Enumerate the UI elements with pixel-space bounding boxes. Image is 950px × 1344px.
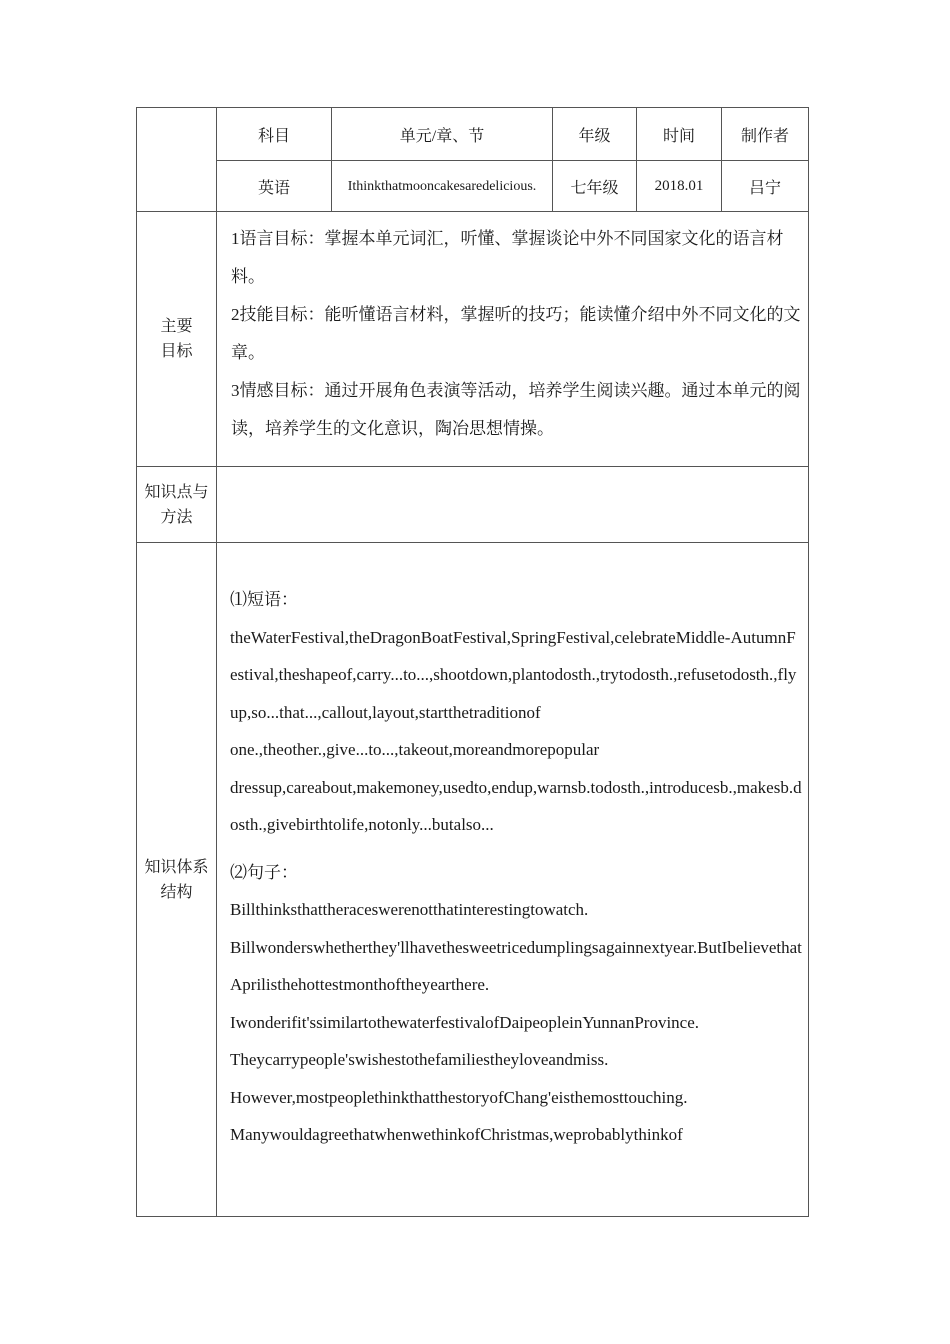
sentences-title: ⑵句子： [230, 862, 298, 882]
goals-label-line2: 目标 [160, 343, 193, 360]
goals-label [137, 212, 217, 467]
author-value: 吕宁 [722, 161, 809, 212]
phrases-line: one.,theother.,give...to...,takeout,moreandmorepopular [230, 740, 600, 759]
goal-emotion: 3情感目标：通过开展角色表演等活动，培养学生阅读兴趣。通过本单元的阅读，培养学生的文化意识，陶冶思想情操。 [231, 381, 801, 438]
unit-value: Ithinkthatmooncakesaredelicious. [332, 161, 553, 212]
phrases-line: dressup,careabout,makemoney,usedto,endup,warnsb.todosth.,introducesb.,makesb.dosth.,givebirthtolife,notonly...butalso... [230, 777, 802, 834]
goal-language: 1语言目标：掌握本单元词汇，听懂、掌握谈论中外不同国家文化的语言材料。 [231, 229, 784, 286]
lesson-plan-table [136, 107, 809, 1217]
subject-header: 科目 [217, 108, 332, 161]
header-row [137, 108, 809, 161]
subject-value: 英语 [217, 161, 332, 212]
unit-header: 单元/章、节 [332, 108, 553, 161]
goals-content [217, 212, 809, 467]
goal-skill: 2技能目标：能听懂语言材料，掌握听的技巧；能读懂介绍中外不同文化的文章。 [231, 305, 801, 362]
sentence-line: However,mostpeoplethinkthatthestoryofChang'eisthemosttouching. [230, 1087, 688, 1107]
structure-label-line2: 结构 [160, 883, 193, 901]
methods-label-line1: 知识点与 [144, 483, 209, 501]
methods-content [217, 467, 809, 543]
structure-label-line1: 知识体系 [144, 858, 209, 876]
phrases-title: ⑴短语： [230, 590, 298, 609]
goals-label-line1: 主要 [160, 318, 193, 335]
author-header: 制作者 [722, 108, 809, 161]
time-header: 时间 [637, 108, 722, 161]
structure-content [217, 543, 809, 1217]
grade-value: 七年级 [553, 161, 637, 212]
sentence-line: Billwonderswhetherthey'llhavethesweetricedumplingsagainnextyear.ButIbelievethatAprilisthehottestmonthoftheyearthere. [230, 937, 802, 994]
grade-header: 年级 [553, 108, 637, 161]
structure-label [137, 543, 217, 1217]
methods-row [137, 467, 809, 543]
time-value: 2018.01 [637, 161, 722, 212]
sentence-line: Iwonderifit'ssimilartothewaterfestivalofDaipeopleinYunnanProvince. [230, 1012, 700, 1032]
methods-label-line2: 方法 [160, 508, 193, 526]
goals-row [137, 212, 809, 467]
corner-cell [137, 108, 217, 212]
sentence-line: ManywouldagreethatwhenwethinkofChristmas,weprobablythinkof [230, 1125, 683, 1144]
structure-row [137, 543, 809, 1217]
methods-label [137, 467, 217, 543]
sentence-line: Billthinksthattheraceswerenotthatinterestingtowatch. [230, 900, 589, 919]
phrases-line: theWaterFestival,theDragonBoatFestival,SpringFestival,celebrateMiddle-AutumnFestival,theshapeof,carry...to...,shootdown,plantodosth.,trytodosth.,refusetodosth.,flyup,so...that...,callout,layout,startthetraditionof [230, 627, 797, 722]
info-row [137, 161, 809, 212]
sentence-line: Theycarrypeople'swishestothefamiliestheyloveandmiss. [230, 1050, 609, 1069]
